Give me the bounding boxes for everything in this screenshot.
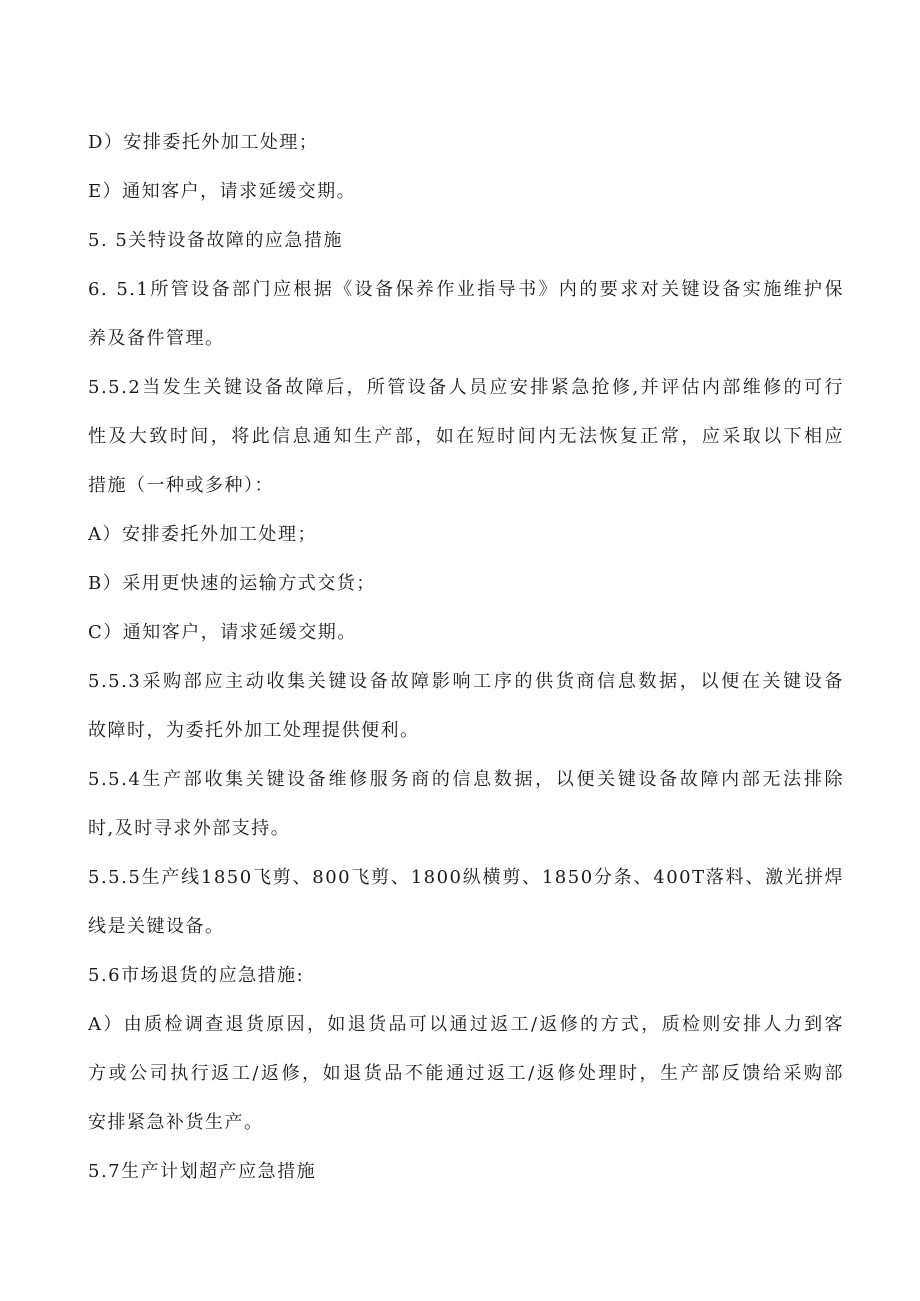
paragraph-5-5-2-line-1: 5.5.2当发生关键设备故障后，所管设备人员应安排紧急抢修,并评估内部维修的可行 [88, 377, 844, 398]
paragraph-5-6-a-line-1: A）由质检调查退货原因，如退货品可以通过返工/返修的方式，质检则安排人力到客 [88, 1014, 844, 1035]
paragraph-5-5-5-line-2: 线是关键设备。 [88, 916, 225, 937]
section-heading-5-6: 5.6市场退货的应急措施: [88, 965, 305, 986]
paragraph-5-6-a-line-2: 方或公司执行返工/返修，如退货品不能通过返工/返修处理时，生产部反馈给采购部 [88, 1063, 844, 1084]
paragraph-5-5-5-line-1: 5.5.5生产线1850飞剪、800飞剪、1800纵横剪、1850分条、400T落料、激光拼焊 [88, 867, 844, 888]
list-item-b: B）采用更快速的运输方式交货； [88, 573, 376, 594]
paragraph-5-5-1-line-2: 养及备件管理。 [88, 328, 225, 349]
paragraph-5-5-4-line-2: 时,及时寻求外部支持。 [88, 818, 291, 839]
list-item-a: A）安排委托外加工处理； [88, 524, 317, 545]
paragraph-5-5-2-line-3: 措施（一种或多种）： [88, 475, 274, 496]
paragraph-5-5-2-line-2: 性及大致时间，将此信息通知生产部，如在短时间内无法恢复正常，应采取以下相应 [88, 426, 844, 447]
section-heading-5-7: 5.7生产计划超产应急措施 [88, 1161, 317, 1182]
paragraph-5-5-4-line-1: 5.5.4生产部收集关键设备维修服务商的信息数据，以便关键设备故障内部无法排除 [88, 769, 844, 790]
paragraph-5-5-1-line-1: 6. 5.1所管设备部门应根据《设备保养作业指导书》内的要求对关键设备实施维护保 [88, 279, 844, 300]
paragraph-5-5-3-line-2: 故障时，为委托外加工处理提供便利。 [88, 720, 420, 741]
paragraph-5-6-a-line-3: 安排紧急补货生产。 [88, 1112, 264, 1133]
document-body [88, 118, 844, 1196]
section-heading-5-5: 5. 5关特设备故障的应急措施 [88, 230, 343, 251]
paragraph-5-5-3-line-1: 5.5.3采购部应主动收集关键设备故障影响工序的供货商信息数据，以便在关键设备 [88, 671, 844, 692]
text-line-d: D）安排委托外加工处理； [88, 132, 319, 153]
text-line-e: E）通知客户，请求延缓交期。 [88, 181, 357, 202]
list-item-c: C）通知客户，请求延缓交期。 [88, 622, 357, 643]
